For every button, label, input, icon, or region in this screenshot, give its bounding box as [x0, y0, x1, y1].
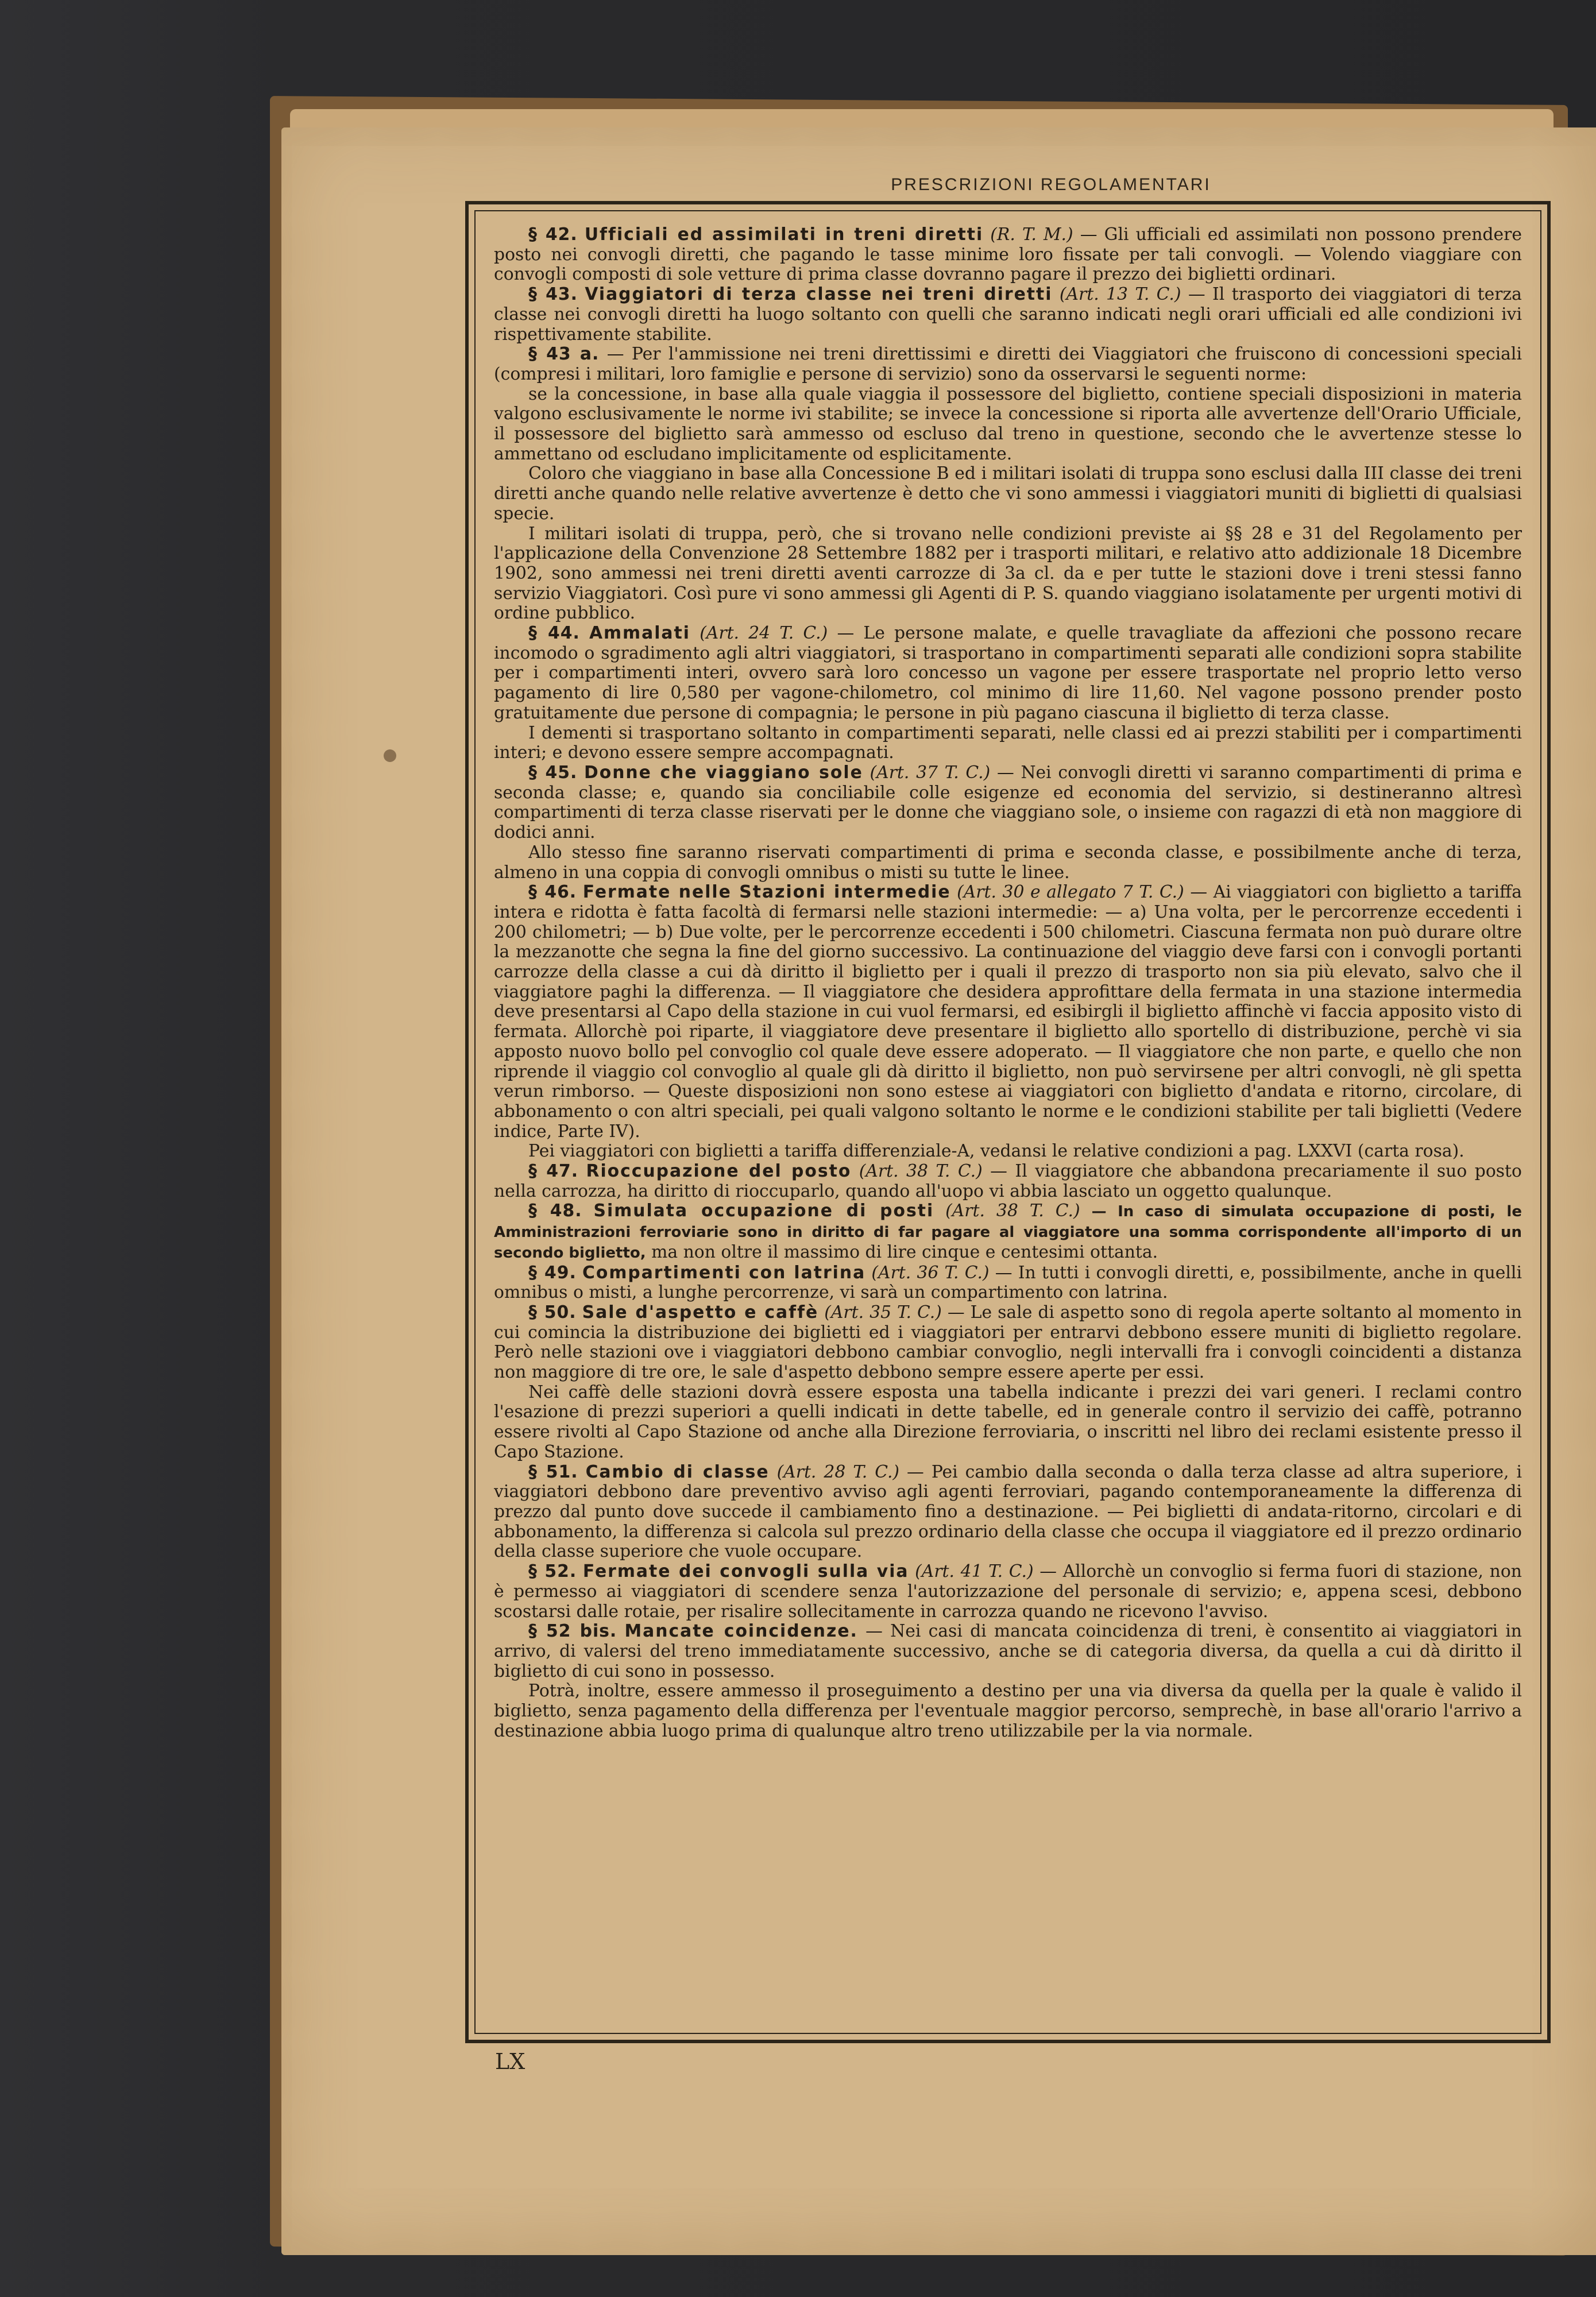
section-text: — Il viaggiatore che abbandona precariamente il suo posto nella carrozza, ha diritto di rioccuparlo, quando all'uopo vi abbia lasciato un oggetto qualunque. [494, 1161, 1522, 1201]
section-ref: (Art. 24 T. C.) [700, 623, 828, 644]
section-ref: (Art. 38 T. C.) [945, 1201, 1080, 1221]
section-title: Cambio di classe [585, 1461, 770, 1482]
section-ref: (Art. 13 T. C.) [1059, 284, 1181, 305]
section-ref: (Art. 37 T. C.) [870, 762, 991, 783]
section-text: — Le sale di aspetto sono di regola aperte soltanto al momento in cui comincia la distribuzione dei biglietti ed i viaggiatori per entrarvi debbono essere muniti di biglietto regolare. Però nelle stazioni ove i viaggiatori debbono cambiar convoglio, negli intervalli fra i convogli coincidenti a distanza non maggiore di tre ore, le sale d'aspetto debbono sempre essere aperte per essi. [494, 1302, 1522, 1383]
section-52 [494, 1562, 1522, 1622]
section-number: § 48. [528, 1201, 582, 1221]
section-text: ma non oltre il massimo di lire cinque e centesimi ottanta. [651, 1242, 1158, 1262]
section-51 [494, 1463, 1522, 1563]
section-43 [494, 285, 1522, 345]
section-ref: (Art. 41 T. C.) [915, 1561, 1034, 1582]
section-paragraph: I dementi si trasportano soltanto in compartimenti separati, nelle classi ed ai prezzi stabiliti per i compartimenti interi; e devono essere sempre accompagnati. [494, 722, 1522, 763]
section-47 [494, 1162, 1522, 1201]
section-title: Ammalati [589, 623, 690, 644]
section-title: Compartimenti con latrina [582, 1262, 866, 1283]
section-ref: (Art. 38 T. C.) [859, 1161, 983, 1182]
section-text: — Per l'ammissione nei treni direttissimi e diretti dei Viaggiatori che fruiscono di concessioni speciali (compresi i militari, loro famiglie e persone di servizio) sono da osservarsi le seguenti norme: [494, 344, 1522, 384]
section-title: Donne che viaggiano sole [584, 762, 863, 783]
section-ref: (Art. 28 T. C.) [776, 1461, 900, 1482]
section-number: § 45. [528, 762, 578, 783]
section-paragraph: se la concessione, in base alla quale viaggia il possessore del biglietto, contiene speciali disposizioni in materia valgono esclusivamente le norme ivi stabilite; se invece la concessione si riporta alle avvertenze dell'Orario Ufficiale, il possessore del biglietto sarà ammesso od escluso dal treno in questione, secondo che le avvertenze stesse lo ammettano od escludano implicitamente od esplicitamente. [494, 384, 1522, 464]
section-title: Fermate dei convogli sulla via [582, 1561, 909, 1582]
section-ref: (Art. 30 e allegato 7 T. C.) [957, 882, 1184, 903]
section-paragraph: Coloro che viaggiano in base alla Concessione B ed i militari isolati di truppa sono esclusi dalla III classe dei treni diretti anche quando nelle relative avvertenze è detto che vi sono ammessi i viaggiatori muniti di biglietti di qualsiasi specie. [494, 463, 1522, 524]
binding-hole [384, 749, 396, 762]
section-48 [494, 1201, 1522, 1263]
section-number: § 46. [528, 882, 577, 903]
section-43a [494, 345, 1522, 384]
section-title: Ufficiali ed assimilati in treni diretti [584, 225, 984, 245]
section-text: — Pei cambio dalla seconda o dalla terza classe ad altra superiore, i viaggiatori debbono dare preventivo avviso agli agenti ferroviari, pagando contemporaneamente la differenza di prezzo dal punto dove succede il cambiamento fino a destinazione. — Pei biglietti di andata-ritorno, circolari e di abbonamento, la differenza si calcola sul prezzo ordinario della classe che occupa il viaggiatore ed il prezzo ordinario della classe superiore che vuole occupare. [494, 1461, 1522, 1562]
section-ref: (R. T. M.) [990, 225, 1073, 245]
section-paragraph: Nei caffè delle stazioni dovrà essere esposta una tabella indicante i prezzi dei vari generi. I reclami contro l'esazione di prezzi superiori a quelli indicati in dette tabelle, ed in generale contro il servizio dei caffè, potranno essere rivolti al Capo Stazione od anche alla Direzione ferroviaria, o inscritti nel libro dei reclami esistente presso il Capo Stazione. [494, 1382, 1522, 1462]
section-text: — Le persone malate, e quelle travagliate da affezioni che possono recare incomodo o sgradimento agli altri viaggiatori, si trasportano in compartimenti separati alle condizioni sopra stabilite per i compartimenti interi, ovvero sarà loro concesso un vagone per essere trasportate nel proprio letto verso pagamento di lire 0,580 per vagone-chilometro, col minimo di lire 11,60. Nel vagone possono prender posto gratuitamente due persone di compagnia; le persone in più pagano ciascuna il biglietto di terza classe. [494, 623, 1522, 723]
section-text: — Nei convogli diretti vi saranno compartimenti di prima e seconda classe; e, quando sia conciliabile colle esigenze ed economia del servizio, si destineranno altresì compartimenti di terza classe riservati per le donne che viaggiano sole, o insieme con ragazzi di età non maggiore di dodici anni. [494, 762, 1522, 843]
bold-clause: — In caso di simulata occupazione di posti, le Amministrazioni ferroviarie sono in diritto di far pagare al viaggiatore una somma corrispondente all'importo di un secondo biglietto, [494, 1203, 1522, 1262]
section-45 [494, 763, 1522, 843]
section-46 [494, 883, 1522, 1142]
section-title: Simulata occupazione di posti [593, 1201, 934, 1221]
section-number: § 52 bis. [528, 1621, 617, 1642]
running-title: PRESCRIZIONI REGOLAMENTARI [891, 175, 1211, 194]
section-title: Rioccupazione del posto [586, 1161, 852, 1182]
section-text: — Gli ufficiali ed assimilati non possono prendere posto nei convogli diretti, che pagando le tasse minime loro fissate per tali convogli. — Volendo viaggiare con convogli composti di sole vetture di prima classe dovranno pagare il prezzo dei biglietti ordinari. [494, 225, 1522, 285]
section-number: § 43 a. [528, 344, 600, 365]
section-paragraph: Allo stesso fine saranno riservati compartimenti di prima e seconda classe, e possibilmente anche di terza, almeno in una coppia di convogli omnibus o misti su tutte le linee. [494, 842, 1522, 883]
section-text: — Ai viaggiatori con biglietto a tariffa intera e ridotta è fatta facoltà di fermarsi nelle stazioni intermedie: — a) Una volta, per le percorrenze eccedenti i 200 chilometri; — b) Due volte, per le percorrenze eccedenti i 500 chilometri. Ciascuna fermata non può durare oltre la mezzanotte che segna la fine del giorno successivo. La continuazione del viaggio deve farsi con i convogli portanti carrozze della classe a cui dà diritto il biglietto per i quali il prezzo di trasporto non sia più elevato, salvo che il viaggiatore paghi la differenza. — Il viaggiatore che desidera approfittare della fermata in una stazione intermedia deve presentarsi al Capo della stazione in cui vuol fermarsi, ed esibirgli il biglietto affinchè vi faccia apposito visto di fermata. Allorchè poi riparte, il viaggiatore deve presentare il biglietto allo sportello di distribuzione, perchè vi sia apposto nuovo bollo pel convoglio col quale deve essere adoperato. — Il viaggiatore che non parte, e quello che non riprende il viaggio col convoglio al quale gli dà diritto il biglietto, non può servirsene per altri convogli, nè gli spetta verun rimborso. — Queste disposizioni non sono estese ai viaggiatori con biglietto d'andata e ritorno, circolare, di abbonamento o con altri speciali, pei quali valgono soltanto le norme e le condizioni stabilite per tali biglietti (Vedere indice, Parte IV). [494, 882, 1522, 1142]
section-number: § 47. [528, 1161, 579, 1182]
section-number: § 52. [528, 1561, 577, 1582]
page-folio: LX [495, 2049, 525, 2074]
section-number: § 43. [528, 284, 578, 305]
section-52-bis [494, 1622, 1522, 1681]
section-ref: (Art. 35 T. C.) [824, 1302, 942, 1322]
section-paragraph: Pei viaggiatori con biglietti a tariffa differenziale-A, vedansi le relative condizioni a pag. LXXVI (carta rosa). [528, 1141, 1464, 1162]
section-paragraph: I militari isolati di truppa, però, che si trovano nelle condizioni previste ai §§ 28 e 31 del Regolamento per l'applicazione della Convenzione 28 Settembre 1882 per i trasporti militari, e relativo atto addizionale 18 Dicembre 1902, sono ammessi nei treni diretti aventi carrozze di 3a cl. da e per tutte le stazioni dove i treni stessi fanno servizio Viaggiatori. Così pure vi sono ammessi gli Agenti di P. S. quando viaggiano isolatamente per urgenti motivi di ordine pubblico. [494, 523, 1522, 624]
section-number: § 49. [528, 1262, 577, 1283]
section-number: § 44. [528, 623, 580, 644]
section-49 [494, 1263, 1522, 1303]
section-number: § 50. [528, 1302, 577, 1322]
section-text: — In tutti i convogli diretti, e, possibilmente, anche in quelli omnibus o misti, a lunghe percorrenze, vi sarà un compartimento con latrina. [494, 1262, 1522, 1303]
section-50 [494, 1303, 1522, 1383]
section-number: § 51. [528, 1461, 578, 1482]
section-42 [494, 225, 1522, 285]
section-title: Fermate nelle Stazioni intermedie [582, 882, 951, 903]
regulations-text [494, 225, 1522, 2025]
section-title: Viaggiatori di terza classe nei treni diretti [585, 284, 1053, 305]
section-text: — Il trasporto dei viaggiatori di terza classe nei convogli diretti ha luogo soltanto con quelli che saranno indicati negli orari ufficiali ed alle condizioni ivi rispettivamente stabilite. [494, 284, 1522, 345]
section-ref: (Art. 36 T. C.) [871, 1262, 990, 1283]
section-paragraph: Potrà, inoltre, essere ammesso il proseguimento a destino per una via diversa da quella per la quale è valido il biglietto, senza pagamento della differenza per l'eventuale maggior percorso, semprechè, in base all'orario l'arrivo a destinazione abbia luogo prima di qualunque altro treno utilizzabile per la via normale. [494, 1681, 1522, 1741]
section-text: — Nei casi di mancata coincidenza di treni, è consentito ai viaggiatori in arrivo, di valersi del treno immediatamente successivo, anche se di categoria diversa, da quella a cui dà diritto il biglietto di cui sono in possesso. [494, 1621, 1522, 1681]
section-number: § 42. [528, 225, 578, 245]
section-44 [494, 624, 1522, 724]
section-text: — Allorchè un convoglio si ferma fuori di stazione, non è permesso ai viaggiatori di scendere senza l'autorizzazione del personale di servizio; e, appena scesi, debbono scostarsi dalle rotaie, per risalire sollecitamente in carrozza quando ne ricevono l'avviso. [494, 1561, 1522, 1622]
section-title: Mancate coincidenze. [624, 1621, 858, 1642]
section-title: Sale d'aspetto e caffè [582, 1302, 819, 1322]
